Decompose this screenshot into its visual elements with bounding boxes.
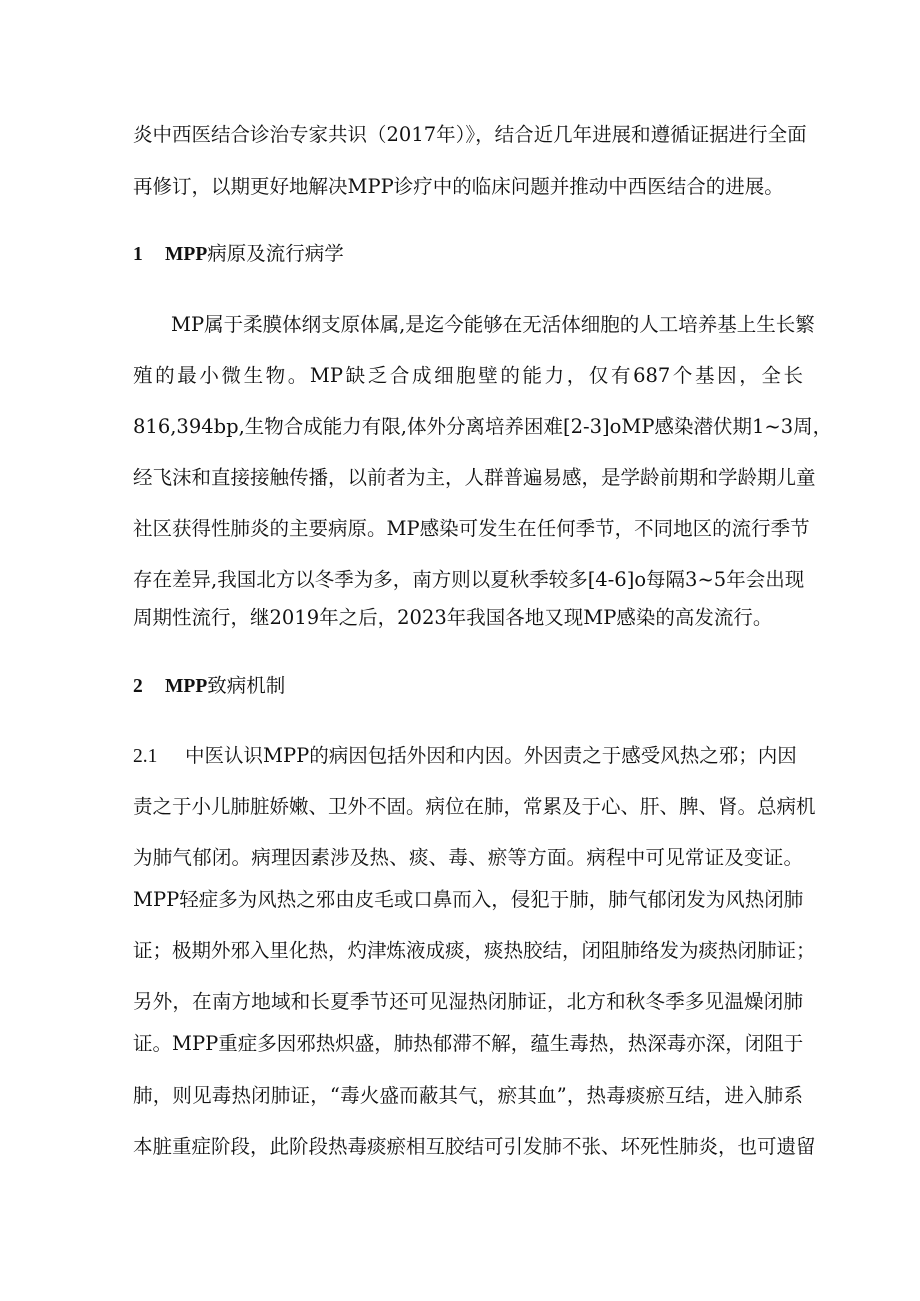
section-2-line-5: 另外，在南方地域和长夏季节还可见湿热闭肺证，北方和秋冬季多见温燥闭肺: [133, 990, 803, 1013]
section-2-line-1: 责之于小儿肺脏娇嫩、卫外不固。病位在肺，常累及于心、肝、脾、肾。总病机: [133, 795, 816, 818]
section-1-line-2: 殖的最小微生物。MP缺乏合成细胞壁的能力，仅有687个基因，全长: [133, 364, 803, 387]
section-2-title-latin: MPP: [165, 676, 208, 697]
section-2-line-2: 为肺气郁闭。病理因素涉及热、痰、毒、瘀等方面。病程中可见常证及变证。: [133, 846, 803, 869]
section-2-line-4: 证；极期外邪入里化热，灼津炼液成痰，痰热胶结，闭阻肺络发为痰热闭肺证；: [133, 939, 816, 962]
section-1-line-4: 经飞沫和直接接触传播，以前者为主，人群普遍易感，是学龄前期和学龄期儿童: [133, 466, 816, 489]
section-1-line-1: MP属于柔膜体纲支原体属,是迄今能够在无活体细胞的人工培养基上生长繁: [171, 313, 815, 336]
section-2-line-3: MPP轻症多为风热之邪由皮毛或口鼻而入，侵犯于肺，肺气郁闭发为风热闭肺: [133, 888, 804, 911]
section-2-title-rest: 致病机制: [207, 674, 286, 697]
section-1-line-5: 社区获得性肺炎的主要病原。MP感染可发生在任何季节，不同地区的流行季节: [133, 517, 810, 540]
section-2-number: 2: [133, 676, 143, 697]
section-2-line-8: 本脏重症阶段，此阶段热毒痰瘀相互胶结可引发肺不张、坏死性肺炎，也可遗留: [133, 1135, 816, 1158]
section-2-heading: [133, 672, 285, 701]
section-1-title-rest: 病原及流行病学: [207, 242, 344, 265]
section-2-1-number: 2.1: [133, 746, 158, 767]
section-1-number: 1: [133, 244, 143, 265]
section-2-1-first-line: [133, 742, 803, 771]
section-2-line-7: 肺，则见毒热闭肺证，“毒火盛而蔽其气，瘀其血”，热毒痰瘀互结，进入肺系: [133, 1084, 803, 1107]
section-1-line-3: 816,394bp,生物合成能力有限,体外分离培养困难[2-3]oMP感染潜伏期1~3周，: [133, 415, 833, 438]
intro-line-1: 炎中西医结合诊治专家共识（2017年）》，结合近几年进展和遵循证据进行全面: [133, 123, 807, 146]
intro-line-2: 再修订，以期更好地解决MPP诊疗中的临床问题并推动中西医结合的进展。: [133, 175, 784, 198]
section-1-line-7: 周期性流行，继2019年之后，2023年我国各地又现MP感染的高发流行。: [133, 606, 773, 629]
section-1-title-latin: MPP: [165, 244, 208, 265]
section-2-1-first-line-text: 中医认识MPP的病因包括外因和内因。外因责之于感受风热之邪；内因: [185, 744, 797, 767]
section-1-heading: [133, 240, 344, 269]
section-2-line-6: 证。MPP重症多因邪热炽盛，肺热郁滞不解，蕴生毒热，热深毒亦深，闭阻于: [133, 1032, 804, 1055]
section-1-line-6: 存在差异,我国北方以冬季为多，南方则以夏秋季较多[4-6]o每隔3~5年会出现: [133, 568, 805, 591]
